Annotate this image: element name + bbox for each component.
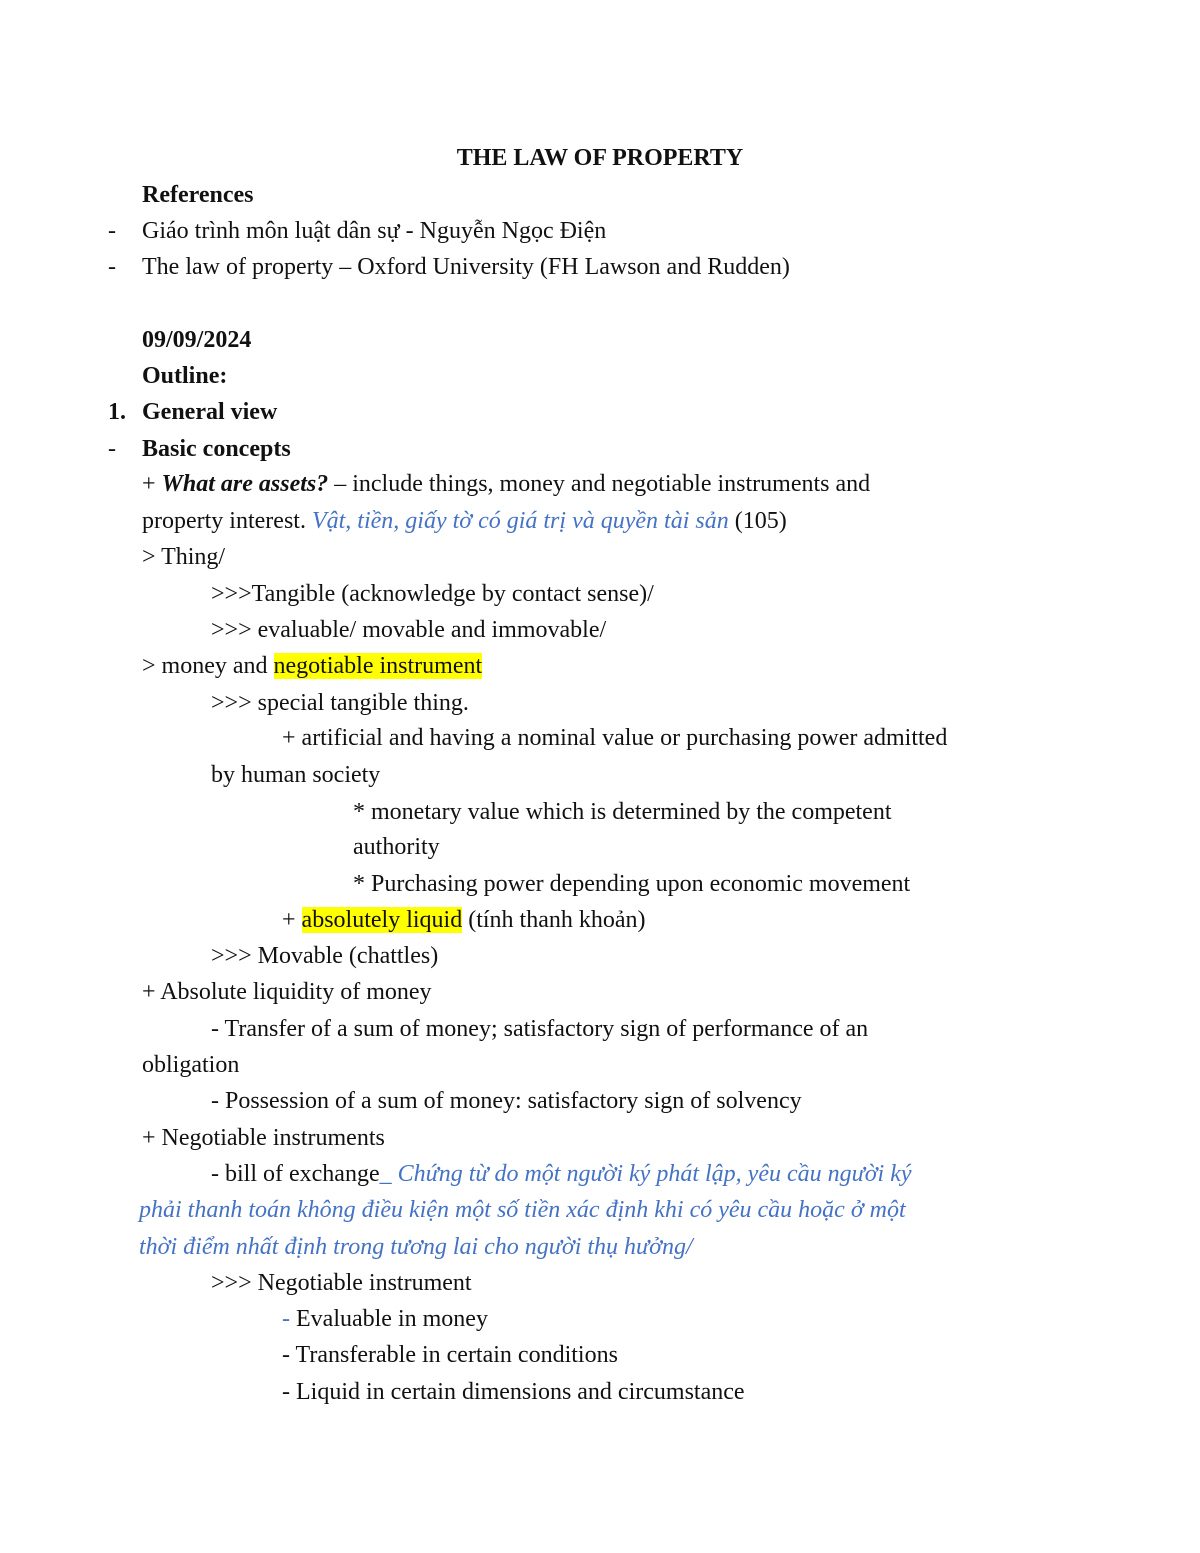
page-title: THE LAW OF PROPERTY [456,145,744,171]
property-interest-line [142,506,787,536]
thing-label: > Thing/ [142,544,226,570]
what-are-assets-text: – include things, money and negotiable instruments and [328,471,871,497]
monetary-line: * monetary value which is determined by the competent [353,799,892,825]
vietnamese-note: _ Chứng từ do một người ký phát lập, yêu cầu người ký [379,1161,912,1187]
evaluable-money-line [282,1304,488,1334]
references-heading: References [142,182,254,208]
date: 09/09/2024 [142,327,252,353]
vietnamese-note: phải thanh toán không điều kiện một số tiền xác định khi có yêu cầu hoặc ở một [139,1197,906,1223]
reference-item: Giáo trình môn luật dân sự - Nguyễn Ngọc Điện [142,218,607,244]
monetary-line-cont: authority [353,834,440,860]
evaluable-money-text: Evaluable in money [290,1306,488,1332]
bill-text: - bill of exchange [211,1161,380,1187]
bullet: - [108,436,116,462]
what-are-assets-line [142,469,870,499]
artificial-line-cont: by human society [211,762,381,788]
transfer-line: - Transfer of a sum of money; satisfactory sign of performance of an [211,1016,869,1042]
tangible-line: >>>Tangible (acknowledge by contact sense)/ [211,581,654,607]
what-are-assets-question: What are assets? [161,471,329,497]
negotiable-instruments-label: + Negotiable instruments [142,1125,385,1151]
bill-line [211,1159,912,1189]
outline-label: Outline: [142,363,228,389]
money-prefix: > money and [142,653,274,679]
basic-concepts-heading: Basic concepts [142,436,291,462]
property-interest-text: property interest. [142,508,312,534]
evaluable-line: >>> evaluable/ movable and immovable/ [211,617,607,643]
highlighted-term: negotiable instrument [273,653,483,679]
liquid-rest: (tính thanh khoản) [462,907,646,933]
transfer-line-cont: obligation [142,1052,240,1078]
highlighted-term: absolutely liquid [301,907,463,933]
vietnamese-note: Vật, tiền, giấy tờ có giá trị và quyền tài sản [311,508,729,534]
liquid-line [282,905,646,935]
bullet: - [282,1306,290,1332]
movable-line: >>> Movable (chattles) [211,943,439,969]
purchasing-line: * Purchasing power depending upon economic movement [353,871,911,897]
reference-item: The law of property – Oxford University (FH Lawson and Rudden) [142,254,790,280]
page-reference: (105) [728,508,787,534]
special-line: >>> special tangible thing. [211,690,469,716]
transferable-line: - Transferable in certain conditions [282,1342,618,1368]
section-number: 1. [108,399,126,425]
liquid-circumstance-line: - Liquid in certain dimensions and circumstance [282,1379,745,1405]
section-title: General view [142,399,278,425]
money-line [142,651,482,681]
plus-prefix: + [142,471,162,497]
bullet: - [108,254,116,280]
plus-prefix: + [282,907,302,933]
vietnamese-note: thời điểm nhất định trong tương lai cho người thụ hưởng/ [139,1234,693,1260]
bullet: - [108,218,116,244]
negotiable-instrument-line: >>> Negotiable instrument [211,1270,472,1296]
artificial-line: + artificial and having a nominal value or purchasing power admitted [282,725,948,751]
absolute-liquidity-label: + Absolute liquidity of money [142,979,432,1005]
possession-line: - Possession of a sum of money: satisfactory sign of solvency [211,1088,802,1114]
